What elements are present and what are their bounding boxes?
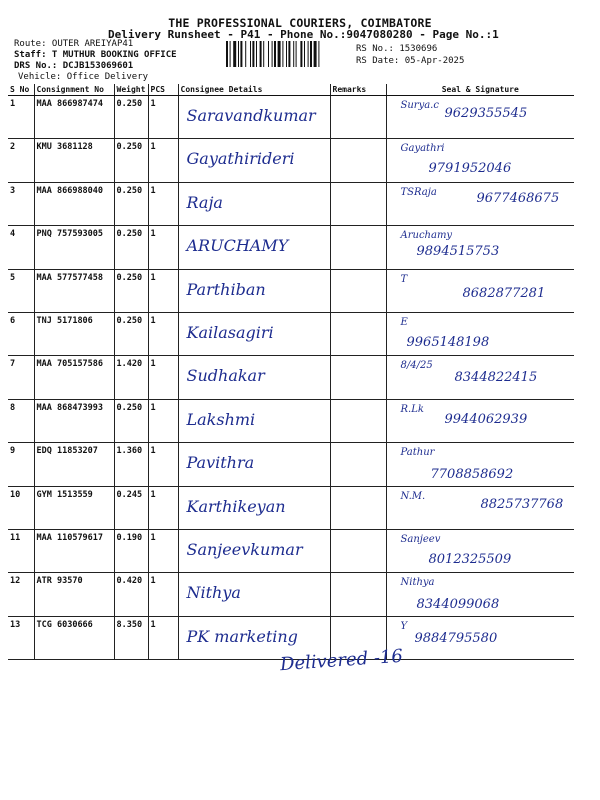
header-sno: S No [8,84,34,96]
row-consignee-name: Parthiban [186,279,266,299]
table-row [8,529,574,572]
table-row [8,269,574,312]
row-pcs: 1 [148,616,178,659]
row-sno: 3 [8,182,34,225]
row-weight: 8.350 [114,616,148,659]
row-remarks [330,443,386,486]
header-consignment: Consignment No [34,84,114,96]
signature-phone: 9884795580 [414,630,498,646]
row-remarks [330,356,386,399]
row-remarks [330,269,386,312]
row-consignee-cell [178,269,330,312]
header-remarks: Remarks [330,84,386,96]
row-sno: 1 [8,96,34,139]
row-signature-cell [386,616,574,659]
row-consignee-name: Nithya [186,583,241,603]
row-consignment-no: EDQ 11853207 [34,443,114,486]
row-consignee-name: Pavithra [186,453,255,473]
header-signature: Seal & Signature [386,84,574,96]
signature-mark: TSRaja [400,186,437,198]
signature-phone: 8012325509 [428,551,512,567]
route-label: Route: OUTER AREIYAP41 [14,39,134,49]
table-row [8,226,574,269]
row-consignee-cell [178,573,330,616]
table-row [8,312,574,355]
row-signature-cell [386,486,574,529]
row-remarks [330,573,386,616]
row-weight: 0.250 [114,269,148,312]
row-remarks [330,226,386,269]
row-sno: 9 [8,443,34,486]
row-sno: 10 [8,486,34,529]
row-sno: 7 [8,356,34,399]
signature-mark: Aruchamy [400,230,453,242]
row-consignee-cell [178,529,330,572]
row-consignee-cell [178,139,330,182]
row-consignee-cell [178,443,330,486]
table-row [8,443,574,486]
company-title: THE PROFESSIONAL COURIERS, COIMBATORE [168,16,432,30]
row-consignee-name: Gayathirideri [186,149,295,169]
staff-label: Staff: T MUTHUR BOOKING OFFICE [14,50,177,60]
row-consignment-no: MAA 866987474 [34,96,114,139]
rs-number: RS No.: 1530696 [356,44,438,54]
signature-phone: 7708858692 [430,467,514,483]
signature-mark: Y [400,620,408,632]
row-pcs: 1 [148,182,178,225]
row-signature-cell [386,139,574,182]
row-consignee-name: Kailasagiri [186,322,274,342]
signature-phone: 9894515753 [416,244,500,260]
delivered-note: Delivered -16 [279,645,404,676]
row-sno: 13 [8,616,34,659]
row-pcs: 1 [148,139,178,182]
row-weight: 1.420 [114,356,148,399]
row-weight: 0.250 [114,182,148,225]
runsheet-table [8,84,574,660]
row-sno: 2 [8,139,34,182]
row-remarks [330,182,386,225]
signature-mark: Sanjeev [400,533,441,545]
row-consignee-name: Raja [186,192,223,212]
table-row [8,573,574,616]
row-signature-cell [386,226,574,269]
table-row [8,399,574,442]
row-consignment-no: TCG 6030666 [34,616,114,659]
row-sno: 6 [8,312,34,355]
row-weight: 0.250 [114,226,148,269]
row-weight: 0.250 [114,399,148,442]
row-signature-cell [386,529,574,572]
table-row [8,486,574,529]
row-consignee-name: Sudhakar [186,366,265,386]
row-pcs: 1 [148,443,178,486]
row-consignment-no: MAA 110579617 [34,529,114,572]
row-weight: 1.360 [114,443,148,486]
row-signature-cell [386,573,574,616]
signature-phone: 9629355545 [444,106,528,121]
row-sno: 4 [8,226,34,269]
row-consignee-name: Saravandkumar [186,106,316,125]
signature-phone: 9791952046 [428,161,512,177]
row-signature-cell [386,312,574,355]
signature-phone: 8682877281 [462,285,546,301]
signature-phone: 8344822415 [454,370,538,386]
row-remarks [330,312,386,355]
row-consignment-no: MAA 705157586 [34,356,114,399]
row-consignee-cell [178,399,330,442]
row-signature-cell [386,269,574,312]
row-pcs: 1 [148,269,178,312]
signature-phone: 8344099068 [416,597,500,613]
row-signature-cell [386,96,574,139]
row-remarks [330,486,386,529]
row-sno: 11 [8,529,34,572]
table-row [8,139,574,182]
row-weight: 0.245 [114,486,148,529]
row-remarks [330,399,386,442]
signature-mark: E [400,316,408,328]
row-consignee-name: Karthikeyan [186,496,286,516]
row-consignee-name: Sanjeevkumar [186,539,303,559]
row-weight: 0.250 [114,139,148,182]
table-row [8,356,574,399]
vehicle-label: Vehicle: Office Delivery [18,72,149,82]
row-consignment-no: PNQ 757593005 [34,226,114,269]
row-consignee-cell [178,312,330,355]
row-pcs: 1 [148,486,178,529]
row-pcs: 1 [148,529,178,572]
drs-label: DRS No.: DCJB153069601 [14,61,134,71]
row-consignee-name: Lakshmi [186,409,256,429]
row-pcs: 1 [148,356,178,399]
row-pcs: 1 [148,312,178,355]
rs-date: RS Date: 05-Apr-2025 [356,56,465,66]
signature-mark: N.M. [400,490,426,502]
row-pcs: 1 [148,573,178,616]
signature-phone: 9944062939 [444,411,528,427]
row-consignment-no: TNJ 5171806 [34,312,114,355]
signature-mark: Nithya [400,577,435,589]
barcode-image [226,41,350,67]
row-consignment-no: ATR 93570 [34,573,114,616]
row-consignee-cell [178,182,330,225]
row-sno: 12 [8,573,34,616]
signature-mark: Surya.c [400,100,439,111]
row-consignee-name: PK marketing [186,626,298,646]
signature-mark: Gayathri [400,143,445,155]
row-weight: 0.420 [114,573,148,616]
row-weight: 0.250 [114,312,148,355]
row-consignee-cell [178,356,330,399]
row-pcs: 1 [148,399,178,442]
row-consignment-no: MAA 866988040 [34,182,114,225]
signature-mark: Pathur [400,447,435,459]
header-pcs: PCS [148,84,178,96]
signature-mark: R.Lk [400,403,424,415]
row-remarks [330,139,386,182]
runsheet-title: Delivery Runsheet - P41 - Phone No.:9047080280 - Page No.:1 [108,28,499,41]
table-row [8,96,574,139]
row-consignment-no: GYM 1513559 [34,486,114,529]
signature-mark: 8/4/25 [400,360,433,372]
table-header-row [8,84,574,96]
row-consignee-cell [178,486,330,529]
row-pcs: 1 [148,226,178,269]
row-remarks [330,96,386,139]
row-weight: 0.250 [114,96,148,139]
row-consignee-name: ARUCHAMY [186,236,289,256]
row-remarks [330,529,386,572]
table-row [8,182,574,225]
row-consignment-no: KMU 3681128 [34,139,114,182]
row-signature-cell [386,356,574,399]
signature-phone: 9965148198 [406,334,490,350]
row-sno: 8 [8,399,34,442]
row-signature-cell [386,399,574,442]
signature-phone: 9677468675 [476,190,560,206]
header-consignee: Consignee Details [178,84,330,96]
row-pcs: 1 [148,96,178,139]
row-consignee-cell [178,96,330,139]
row-signature-cell [386,443,574,486]
row-consignee-cell [178,226,330,269]
signature-mark: T [400,273,408,285]
row-sno: 5 [8,269,34,312]
signature-phone: 8825737768 [480,496,564,512]
header-weight: Weight [114,84,148,96]
row-consignment-no: MAA 577577458 [34,269,114,312]
row-weight: 0.190 [114,529,148,572]
row-consignment-no: MAA 868473993 [34,399,114,442]
row-signature-cell [386,182,574,225]
